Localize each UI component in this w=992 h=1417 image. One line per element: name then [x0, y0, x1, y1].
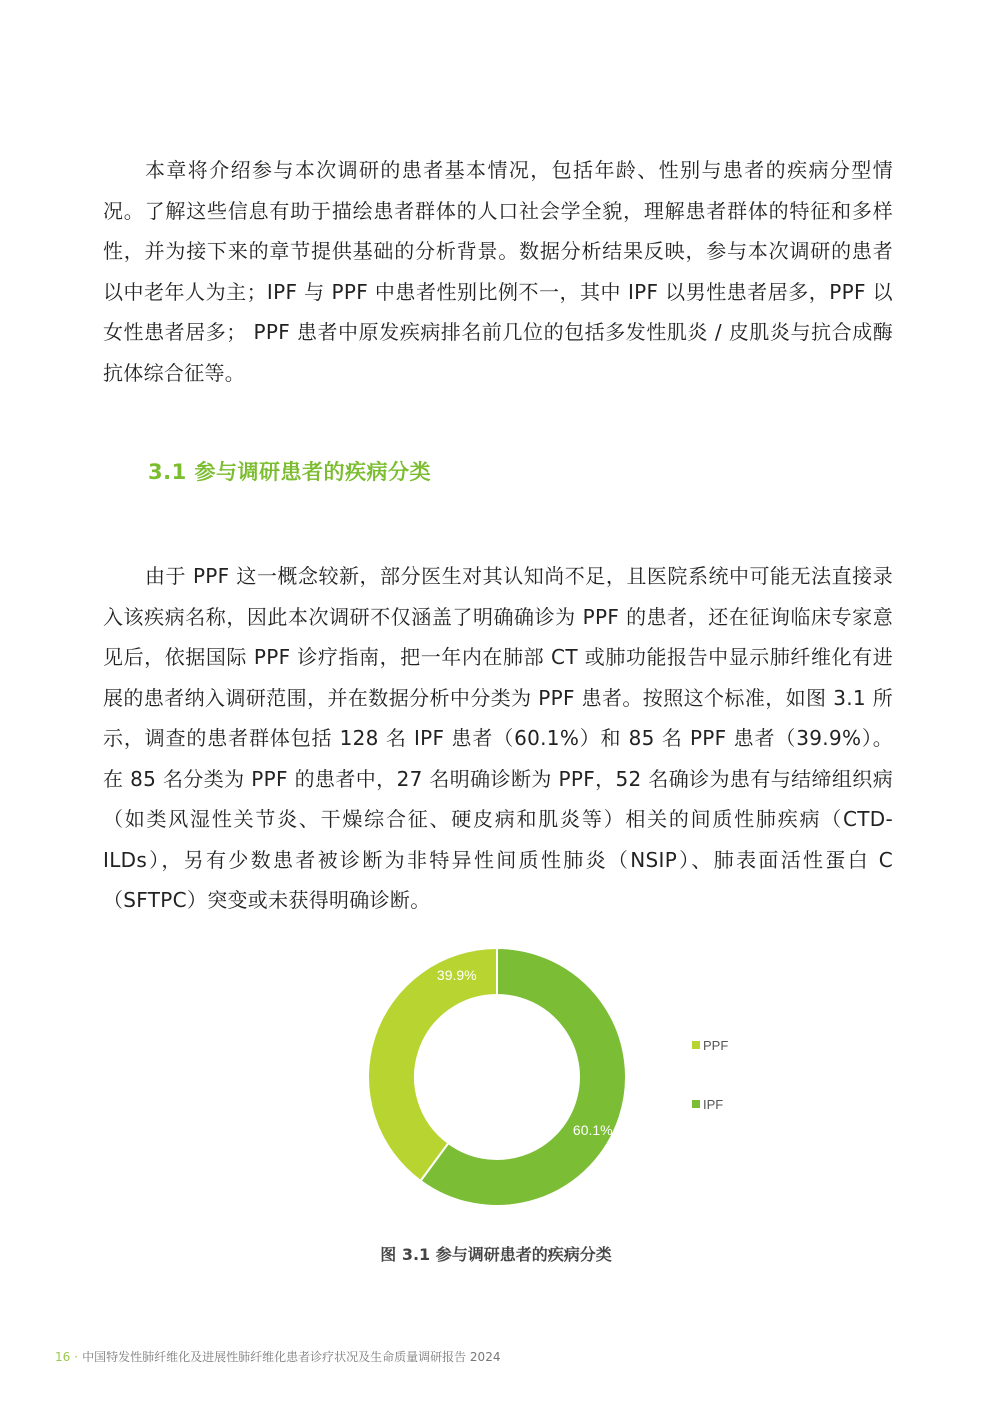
- footer-separator: ·: [74, 1350, 79, 1364]
- figure-caption: 图 3.1 参与调研患者的疾病分类: [380, 1245, 612, 1264]
- slice-label-ppf: 39.9%: [436, 967, 477, 984]
- report-title: 中国特发性肺纤维化及进展性肺纤维化患者诊疗状况及生命质量调研报告 2024: [82, 1350, 501, 1364]
- section-title: 3.1 参与调研患者的疾病分类: [148, 460, 432, 484]
- legend-swatch-ipf: [692, 1100, 700, 1108]
- body-paragraph: 由于 PPF 这一概念较新，部分医生对其认知尚不足，且医院系统中可能无法直接录入该疾病名称，因此本次调研不仅涵盖了明确确诊为 PPF 的患者，还在征询临床专家意见后，依据国际 PPF 诊疗指南，把一年内在肺部 CT 或肺功能报告中显示肺纤维化有进展的患者纳入调研范围，并在数据分析中分类为 PPF 患者。按照这个标准，如图 3.1 所示，调查的患者群体包括 128 名 IPF 患者（60.1%）和 85 名 PPF 患者（39.9%）。在 85 名分类为 PPF 的患者中，27 名明确诊断为 PPF，52 名确诊为患有与结缔组织病（如类风湿性关节炎、干燥综合征、硬皮病和肌炎等）相关的间质性肺疾病（CTD-ILDs），另有少数患者被诊断为非特异性间质性肺炎（NSIP）、肺表面活性蛋白 C （SFTPC）突变或未获得明确诊断。: [103, 564, 893, 912]
- legend-swatch-ppf: [692, 1041, 700, 1049]
- slice-label-ipf: 60.1%: [572, 1122, 613, 1139]
- page-number: 16: [55, 1350, 71, 1364]
- legend-label-ppf: PPF: [703, 1038, 729, 1053]
- slice-ppf: [368, 948, 497, 1181]
- disease-classification-donut-chart: [340, 935, 760, 1225]
- intro-paragraph: 本章将介绍参与本次调研的患者基本情况，包括年龄、性别与患者的疾病分型情况。了解这些信息有助于描绘患者群体的人口社会学全貌，理解患者群体的特征和多样性，并为接下来的章节提供基础的分析背景。数据分析结果反映，参与本次调研的患者以中老年人为主；IPF 与 PPF 中患者性别比例不一，其中 IPF 以男性患者居多，PPF 以女性患者居多； PPF 患者中原发疾病排名前几位的包括多发性肌炎 / 皮肌炎与抗合成酶抗体综合征等。: [103, 158, 893, 385]
- legend-label-ipf: IPF: [703, 1097, 724, 1112]
- page-footer: [55, 1348, 500, 1365]
